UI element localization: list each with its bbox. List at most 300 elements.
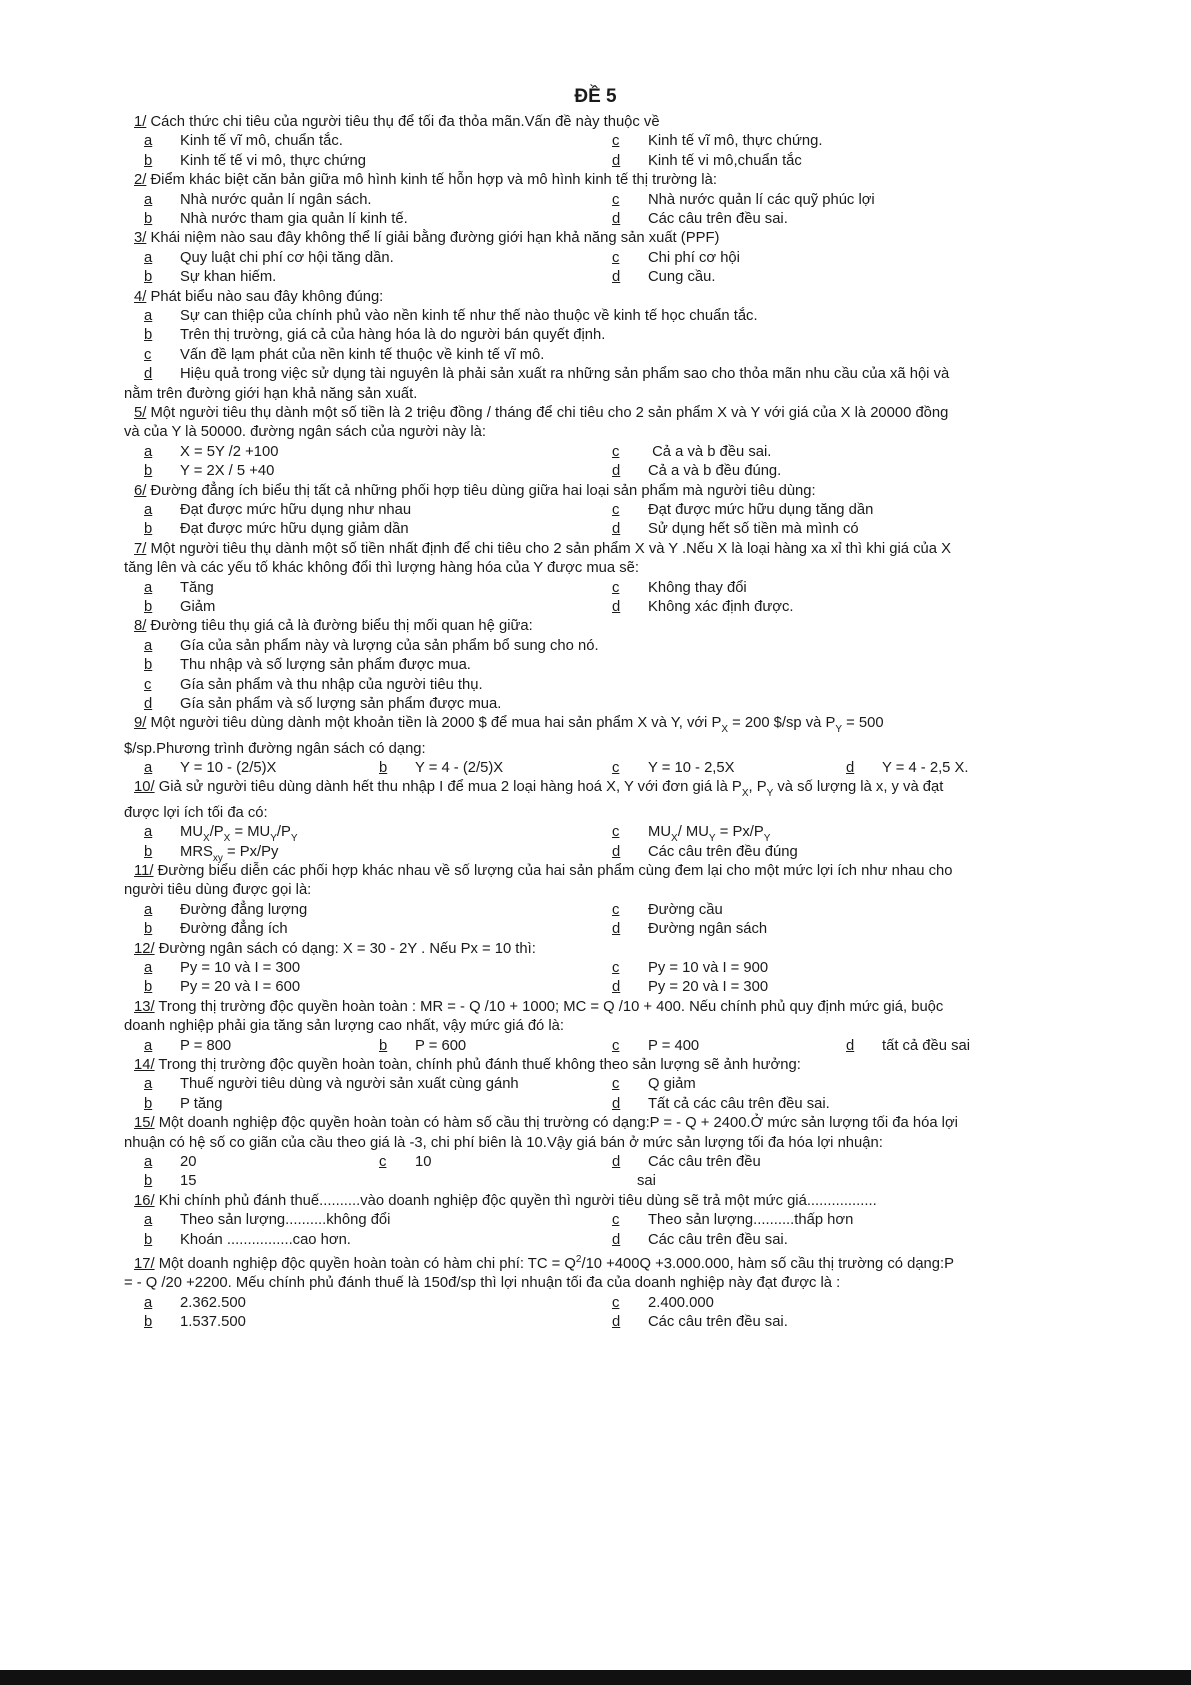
option xyxy=(612,579,747,598)
option-text: 15 xyxy=(180,1173,197,1190)
option-text: Vấn đề lạm phát của nền kinh tế thuộc về kinh tế vĩ mô. xyxy=(180,346,545,363)
option-letter: a xyxy=(144,191,153,208)
option-text: P = 800 xyxy=(180,1037,232,1054)
option-text: Nhà nước tham gia quản lí kinh tế. xyxy=(180,210,408,227)
question-body: Một người tiêu thụ dành một số tiền nhất định để chi tiêu cho 2 sản phẩm X và Y .Nếu X là loại hàng xa xỉ thì khi giá của X xyxy=(150,540,951,557)
option xyxy=(144,346,544,365)
option-row xyxy=(134,637,1069,656)
option-letter: b xyxy=(144,269,153,286)
option xyxy=(612,1153,761,1172)
option xyxy=(144,959,300,978)
option-text: Trên thị trường, giá cả của hàng hóa là do người bán quyết định. xyxy=(180,327,606,344)
question-body: = 500 xyxy=(842,715,884,732)
question-6 xyxy=(134,482,1069,540)
question-text xyxy=(134,1114,1069,1133)
option-text: Y = 4 - 2,5 X. xyxy=(882,760,969,777)
option-text: Sự khan hiếm. xyxy=(180,269,277,286)
option-letter: c xyxy=(612,1212,620,1229)
question-4 xyxy=(124,288,1069,404)
option-letter: c xyxy=(612,579,620,596)
question-body: Đường đẳng ích biểu thị tất cả những phối hợp tiêu dùng giữa hai loại sản phẩm mà người tiêu dùng: xyxy=(150,482,816,499)
option-letter: a xyxy=(144,637,153,654)
option-letter: b xyxy=(144,1095,153,1112)
option-letter: a xyxy=(144,501,153,518)
question-body: = 200 $/sp và P xyxy=(728,715,836,732)
question-body: Đường tiêu thụ giá cả là đường biểu thị mối quan hệ giữa: xyxy=(150,618,533,635)
option-letter: c xyxy=(612,901,620,918)
option xyxy=(612,520,859,539)
option xyxy=(144,365,949,384)
option xyxy=(144,520,409,539)
option xyxy=(612,759,735,778)
option-row xyxy=(134,920,1069,939)
question-number: 10/ xyxy=(134,779,155,796)
option xyxy=(612,268,715,287)
question-text-continued: được lợi ích tối đa có: xyxy=(124,804,268,821)
option-letter: c xyxy=(144,676,152,693)
option-text: Gía sản phẩm và thu nhập của người tiêu thụ. xyxy=(180,676,483,693)
question-text-continued: tăng lên và các yếu tố khác không đổi thì lượng hàng hóa của Y được mua sẽ: xyxy=(124,560,639,577)
option-letter: a xyxy=(144,901,153,918)
question-number: 5/ xyxy=(134,404,147,421)
option-letter: d xyxy=(612,210,621,227)
option-letter: b xyxy=(144,1231,153,1248)
option: a $MU_X/P_X = MU_Y/P_Y$ xyxy=(144,824,298,845)
option xyxy=(144,1075,519,1094)
option-letter: a xyxy=(144,1154,153,1171)
option-text: Đường ngân sách xyxy=(648,921,768,938)
option-letter: b xyxy=(144,843,153,860)
option-text: P = 400 xyxy=(648,1037,700,1054)
option xyxy=(612,1037,699,1056)
option-text: Đạt được mức hữu dụng tăng dần xyxy=(648,501,874,518)
option-text: Các câu trên đều sai. xyxy=(648,1231,788,1248)
option xyxy=(144,759,276,778)
option-letter: d xyxy=(846,1037,855,1054)
option-text: = Px/P xyxy=(719,824,764,841)
option-text: Py = 20 và I = 300 xyxy=(648,979,769,996)
option-letter: d xyxy=(846,760,855,777)
option-letter: a xyxy=(144,1076,153,1093)
option-letter: a xyxy=(144,1037,153,1054)
question-number: 8/ xyxy=(134,618,147,635)
option-letter: d xyxy=(612,1154,621,1171)
option xyxy=(612,1294,714,1313)
subscript: X xyxy=(671,833,678,845)
question-9 xyxy=(124,714,1069,778)
option-text: Y = 4 - (2/5)X xyxy=(415,760,504,777)
option xyxy=(144,901,307,920)
option-letter: b xyxy=(144,327,153,344)
question-14 xyxy=(134,1056,1069,1114)
question-7 xyxy=(124,540,1069,618)
option xyxy=(144,210,408,229)
option xyxy=(144,443,278,462)
option xyxy=(144,1172,196,1191)
option-letter: c xyxy=(612,1294,620,1311)
question-text xyxy=(134,482,1069,501)
option-text: Chi phí cơ hội xyxy=(648,249,740,266)
option-letter: d xyxy=(144,366,153,383)
option-letter: b xyxy=(144,152,153,169)
option-row xyxy=(134,1075,1069,1094)
option-letter: d xyxy=(612,152,621,169)
question-15 xyxy=(124,1114,1069,1192)
option-row xyxy=(134,656,1069,675)
option-letter: a xyxy=(144,133,153,150)
option xyxy=(144,1037,231,1056)
option-row xyxy=(134,598,1069,617)
option-text: Py = 10 và I = 300 xyxy=(180,960,301,977)
question-text xyxy=(134,617,1069,636)
option-text: Đạt được mức hữu dụng giảm dần xyxy=(180,521,409,538)
option-text: Cung cầu. xyxy=(648,269,716,286)
question-12 xyxy=(134,940,1069,998)
option-text: Kinh tế vĩ mô, chuẩn tắc. xyxy=(180,133,343,150)
option-letter: b xyxy=(144,657,153,674)
question-text-continued: = - Q /20 +2200. Mếu chính phủ đánh thuế là 150đ/sp thì lợi nhuận tối đa của doanh nghiệp này đạt được là : xyxy=(124,1275,841,1292)
question-10 xyxy=(124,778,1069,864)
subscript: Y xyxy=(835,724,843,736)
option-text: Các câu trên đều đúng xyxy=(648,843,798,860)
question-number: 1/ xyxy=(134,114,147,130)
option-text: 1.537.500 xyxy=(180,1314,246,1331)
question-body: Phát biểu nào sau đây không đúng: xyxy=(150,288,384,305)
question-text xyxy=(134,229,1069,248)
option-letter: c xyxy=(612,249,620,266)
subscript: Y xyxy=(270,833,277,845)
option xyxy=(144,598,215,617)
question-number: 17/ xyxy=(134,1256,155,1273)
option xyxy=(612,1313,788,1332)
option-text: Đường đẳng lượng xyxy=(180,901,308,918)
option-text: Kinh tế tế vi mô, thực chứng xyxy=(180,152,366,169)
question-text xyxy=(134,778,1069,803)
option-row xyxy=(134,520,1069,539)
option-row xyxy=(134,1231,1069,1250)
option-text-continued: sai xyxy=(637,1173,656,1190)
question-body: Một người tiêu thụ dành một số tiền là 2 triệu đồng / tháng để chi tiêu cho 2 sản phẩm X và Y với giá của X là 20000 đồng xyxy=(150,404,949,421)
option-text: 2.362.500 xyxy=(180,1294,246,1311)
option-text: MU xyxy=(180,824,204,841)
option-text: Q giảm xyxy=(648,1076,696,1093)
question-3 xyxy=(134,229,1069,287)
option-text: Quy luật chi phí cơ hội tăng dần. xyxy=(180,249,394,266)
option-text: Thu nhập và số lượng sản phẩm được mua. xyxy=(180,657,471,674)
option-text: 2.400.000 xyxy=(648,1294,714,1311)
question-13 xyxy=(124,998,1069,1056)
option xyxy=(144,501,411,520)
option xyxy=(144,579,214,598)
option-text: Thuế người tiêu dùng và người sản xuất cùng gánh xyxy=(180,1076,519,1093)
option-text: Khoán ................cao hơn. xyxy=(180,1231,351,1248)
subscript: X xyxy=(741,788,749,800)
question-number: 4/ xyxy=(134,288,147,305)
option-text: Kinh tế vi mô,chuẩn tắc xyxy=(648,152,802,169)
option-text: Theo sản lượng..........thấp hơn xyxy=(648,1212,854,1229)
option xyxy=(144,249,394,268)
option-text: MU xyxy=(648,824,672,841)
option xyxy=(846,1037,970,1056)
option xyxy=(144,978,300,997)
option-text: Không xác định được. xyxy=(648,598,794,615)
option xyxy=(144,307,758,326)
option-letter: a xyxy=(144,1294,153,1311)
question-text-continued: nhuận có hệ số co giãn của cầu theo giá là -3, chi phí biên là 10.Vậy giá bán ở mức sản lượng tối đa hóa lợi nhuận: xyxy=(124,1134,883,1151)
question-text xyxy=(134,540,1069,559)
option-row xyxy=(134,210,1069,229)
option xyxy=(144,695,501,714)
question-text-continued: $/sp.Phương trình đường ngân sách có dạng: xyxy=(124,740,426,757)
question-2 xyxy=(134,171,1069,229)
option xyxy=(612,901,723,920)
option xyxy=(144,132,343,151)
question-body: Cách thức chi tiêu của người tiêu thụ để tối đa thỏa mãn.Vấn đề này thuộc về xyxy=(150,114,660,130)
option-text: Gía của sản phẩm này và lượng của sản phẩm bổ sung cho nó. xyxy=(180,637,599,654)
option-letter: b xyxy=(144,463,153,480)
option-row xyxy=(134,443,1069,462)
option-text: Giảm xyxy=(180,598,216,615)
option xyxy=(144,1231,351,1250)
option xyxy=(144,191,372,210)
option-text: Đường cầu xyxy=(648,901,723,918)
option-text: Đường đẳng ích xyxy=(180,921,288,938)
option-letter: a xyxy=(144,443,153,460)
question-number: 9/ xyxy=(134,715,147,732)
option-letter: c xyxy=(612,133,620,150)
question-text-continued: doanh nghiệp phải gia tăng sản lượng cao nhất, vậy mức giá đó là: xyxy=(124,1018,565,1035)
option-row xyxy=(134,1037,1069,1056)
question-list xyxy=(124,113,1069,1333)
option xyxy=(144,637,599,656)
superscript: 2 xyxy=(575,1254,582,1266)
option-letter: d xyxy=(612,1314,621,1331)
question-number: 6/ xyxy=(134,482,147,499)
question-body: Điểm khác biệt căn bản giữa mô hình kinh tế hỗn hợp và mô hình kinh tế thị trường là: xyxy=(150,172,717,189)
question-number: 16/ xyxy=(134,1192,155,1209)
option-letter: c xyxy=(612,760,620,777)
option xyxy=(144,268,276,287)
subscript: Y xyxy=(763,833,771,845)
question-text xyxy=(134,1192,1069,1211)
option-row xyxy=(134,152,1069,171)
option xyxy=(144,462,274,481)
option-row xyxy=(134,759,1069,778)
question-1 xyxy=(134,113,1069,171)
option xyxy=(612,152,802,171)
option xyxy=(144,656,471,675)
option-row xyxy=(134,307,1069,326)
option xyxy=(612,1095,830,1114)
option xyxy=(612,210,788,229)
option xyxy=(612,598,793,617)
option-text: Cả a và b đều đúng. xyxy=(648,463,782,480)
option-text: Các câu trên đều sai. xyxy=(648,1314,788,1331)
subscript: X xyxy=(721,724,728,736)
option-letter: c xyxy=(612,1037,620,1054)
option-letter: a xyxy=(144,1212,153,1229)
question-text xyxy=(134,940,1069,959)
option-text: 20 xyxy=(180,1154,197,1171)
option-letter: c xyxy=(612,443,620,460)
question-8 xyxy=(134,617,1069,714)
subscript: Y xyxy=(708,833,716,845)
option-letter: d xyxy=(612,598,621,615)
option-row xyxy=(134,326,1069,345)
option xyxy=(144,920,288,939)
option-row xyxy=(134,1172,1069,1191)
option-text: = Px/Py xyxy=(222,843,279,860)
option xyxy=(612,501,873,520)
question-body: và số lượng là x, y và đạt xyxy=(773,779,944,796)
question-body: Đường ngân sách có dạng: X = 30 - 2Y . Nếu Px = 10 thì: xyxy=(158,940,536,957)
option-letter: c xyxy=(612,960,620,977)
option-text: Py = 20 và I = 600 xyxy=(180,979,301,996)
option-row xyxy=(134,346,1069,365)
question-17 xyxy=(124,1250,1069,1333)
option-text: Đạt được mức hữu dụng như nhau xyxy=(180,501,412,518)
option-letter: d xyxy=(612,463,621,480)
question-text xyxy=(134,998,1069,1017)
question-body: Khi chính phủ đánh thuế..........vào doanh nghiệp độc quyền thì người tiêu dùng sẽ trả một mức giá................. xyxy=(158,1192,877,1209)
option: c $MU_X/$ $MU_Y = Px/P_Y$ xyxy=(612,824,771,845)
option-letter: a xyxy=(144,307,153,324)
option xyxy=(612,959,768,978)
option-letter: b xyxy=(144,598,153,615)
option-letter: d xyxy=(612,843,621,860)
option xyxy=(144,1095,223,1114)
option-letter: a xyxy=(144,960,153,977)
question-number: 12/ xyxy=(134,940,155,957)
option-letter: d xyxy=(612,979,621,996)
option xyxy=(612,249,740,268)
option-text: Các câu trên đều xyxy=(648,1154,761,1171)
option-row xyxy=(134,1313,1069,1332)
option-letter: a xyxy=(144,824,153,841)
option-row xyxy=(134,1211,1069,1230)
option-letter: b xyxy=(144,521,153,538)
option-text: Gía sản phẩm và số lượng sản phẩm được mua. xyxy=(180,695,502,712)
option xyxy=(144,1211,390,1230)
question-number: 14/ xyxy=(134,1057,155,1074)
option-text: tất cả đều sai xyxy=(882,1037,971,1054)
question-body: Khái niệm nào sau đây không thể lí giải bằng đường giới hạn khả năng sản xuất (PPF) xyxy=(150,230,720,247)
question-text xyxy=(134,171,1069,190)
question-body: Một doanh nghiệp độc quyền hoàn toàn có hàm chi phí: TC = Q xyxy=(158,1256,576,1273)
option-text: Không thay đổi xyxy=(648,579,747,596)
option-text: Y = 10 - 2,5X xyxy=(648,760,735,777)
option xyxy=(612,132,822,151)
option-row xyxy=(134,249,1069,268)
option xyxy=(144,1294,246,1313)
option-row xyxy=(134,901,1069,920)
option-row xyxy=(134,676,1069,695)
option-text: P tăng xyxy=(180,1095,223,1112)
option-row xyxy=(134,268,1069,287)
question-body: Một người tiêu dùng dành một khoản tiền là 2000 $ để mua hai sản phẩm X và Y, với P xyxy=(150,715,722,732)
subscript: X xyxy=(223,833,231,845)
question-text xyxy=(134,714,1069,739)
option-row xyxy=(134,365,1069,384)
option xyxy=(612,978,768,997)
option-text: Py = 10 và I = 900 xyxy=(648,960,769,977)
option-text: Theo sản lượng..........không đổi xyxy=(180,1212,391,1229)
option-text: 10 xyxy=(415,1154,432,1171)
option-letter: b xyxy=(144,979,153,996)
question-number: 11/ xyxy=(134,863,154,880)
option-row xyxy=(134,191,1069,210)
option-letter: b xyxy=(379,760,388,777)
option-row xyxy=(134,959,1069,978)
option xyxy=(612,1231,788,1250)
option-row xyxy=(134,843,1069,862)
option-row xyxy=(134,1095,1069,1114)
option xyxy=(612,843,798,862)
option-letter: a xyxy=(144,579,153,596)
option-letter: a xyxy=(144,249,153,266)
question-5 xyxy=(124,404,1069,482)
option-text: Tất cả các câu trên đều sai. xyxy=(648,1095,830,1112)
option-letter: d xyxy=(612,269,621,286)
option-letter: d xyxy=(144,695,153,712)
option-letter: d xyxy=(612,1231,621,1248)
question-number: 3/ xyxy=(134,230,147,247)
option-row xyxy=(134,501,1069,520)
option xyxy=(144,326,605,345)
question-number: 7/ xyxy=(134,540,147,557)
option-row xyxy=(134,695,1069,714)
question-body: Giả sử người tiêu dùng dành hết thu nhập I để mua 2 loại hàng hoá X, Y với đơn giá là P xyxy=(158,779,742,796)
option-letter: b xyxy=(144,210,153,227)
option-letter: c xyxy=(612,1076,620,1093)
question-number: 2/ xyxy=(134,172,147,189)
option xyxy=(612,462,781,481)
question-body: Đường biểu diễn các phối hợp khác nhau về số lượng của hai sản phẩm cùng đem lại cho một mức lợi ích như nhau cho xyxy=(157,863,953,880)
option-text: Sử dụng hết số tiền mà mình có xyxy=(648,521,859,538)
option-row xyxy=(134,132,1069,151)
option-letter: b xyxy=(144,1314,153,1331)
option-text: Sự can thiệp của chính phủ vào nền kinh tế như thế nào thuộc về kinh tế học chuẩn tắc. xyxy=(180,307,758,324)
option-row xyxy=(134,579,1069,598)
option-row xyxy=(134,823,1069,845)
option-row xyxy=(134,462,1069,481)
question-text-continued: và của Y là 50000. đường ngân sách của người này là: xyxy=(124,424,486,441)
option-letter: b xyxy=(144,921,153,938)
option xyxy=(612,191,875,210)
option-text: Cả a và b đều sai. xyxy=(648,443,772,460)
option xyxy=(846,759,969,778)
option-text-continued: nằm trên đường giới hạn khả năng sản xuất. xyxy=(124,385,418,402)
option-row xyxy=(134,978,1069,997)
option-letter: d xyxy=(612,521,621,538)
question-text xyxy=(134,288,1069,307)
option-letter: c xyxy=(612,191,620,208)
option xyxy=(612,1075,696,1094)
option-text: Tăng xyxy=(180,579,214,596)
question-number: 13/ xyxy=(134,998,155,1015)
question-text xyxy=(134,1250,1069,1274)
question-16 xyxy=(134,1192,1069,1250)
option-text: Y = 2X / 5 +40 xyxy=(180,463,275,480)
option-text: MRS xyxy=(180,843,213,860)
option xyxy=(612,1211,853,1230)
option-text: Nhà nước quản lí các quỹ phúc lợi xyxy=(648,191,875,208)
option xyxy=(379,1037,466,1056)
option-letter: c xyxy=(612,501,620,518)
option xyxy=(144,1153,196,1172)
option xyxy=(379,759,503,778)
subscript: Y xyxy=(766,788,774,800)
